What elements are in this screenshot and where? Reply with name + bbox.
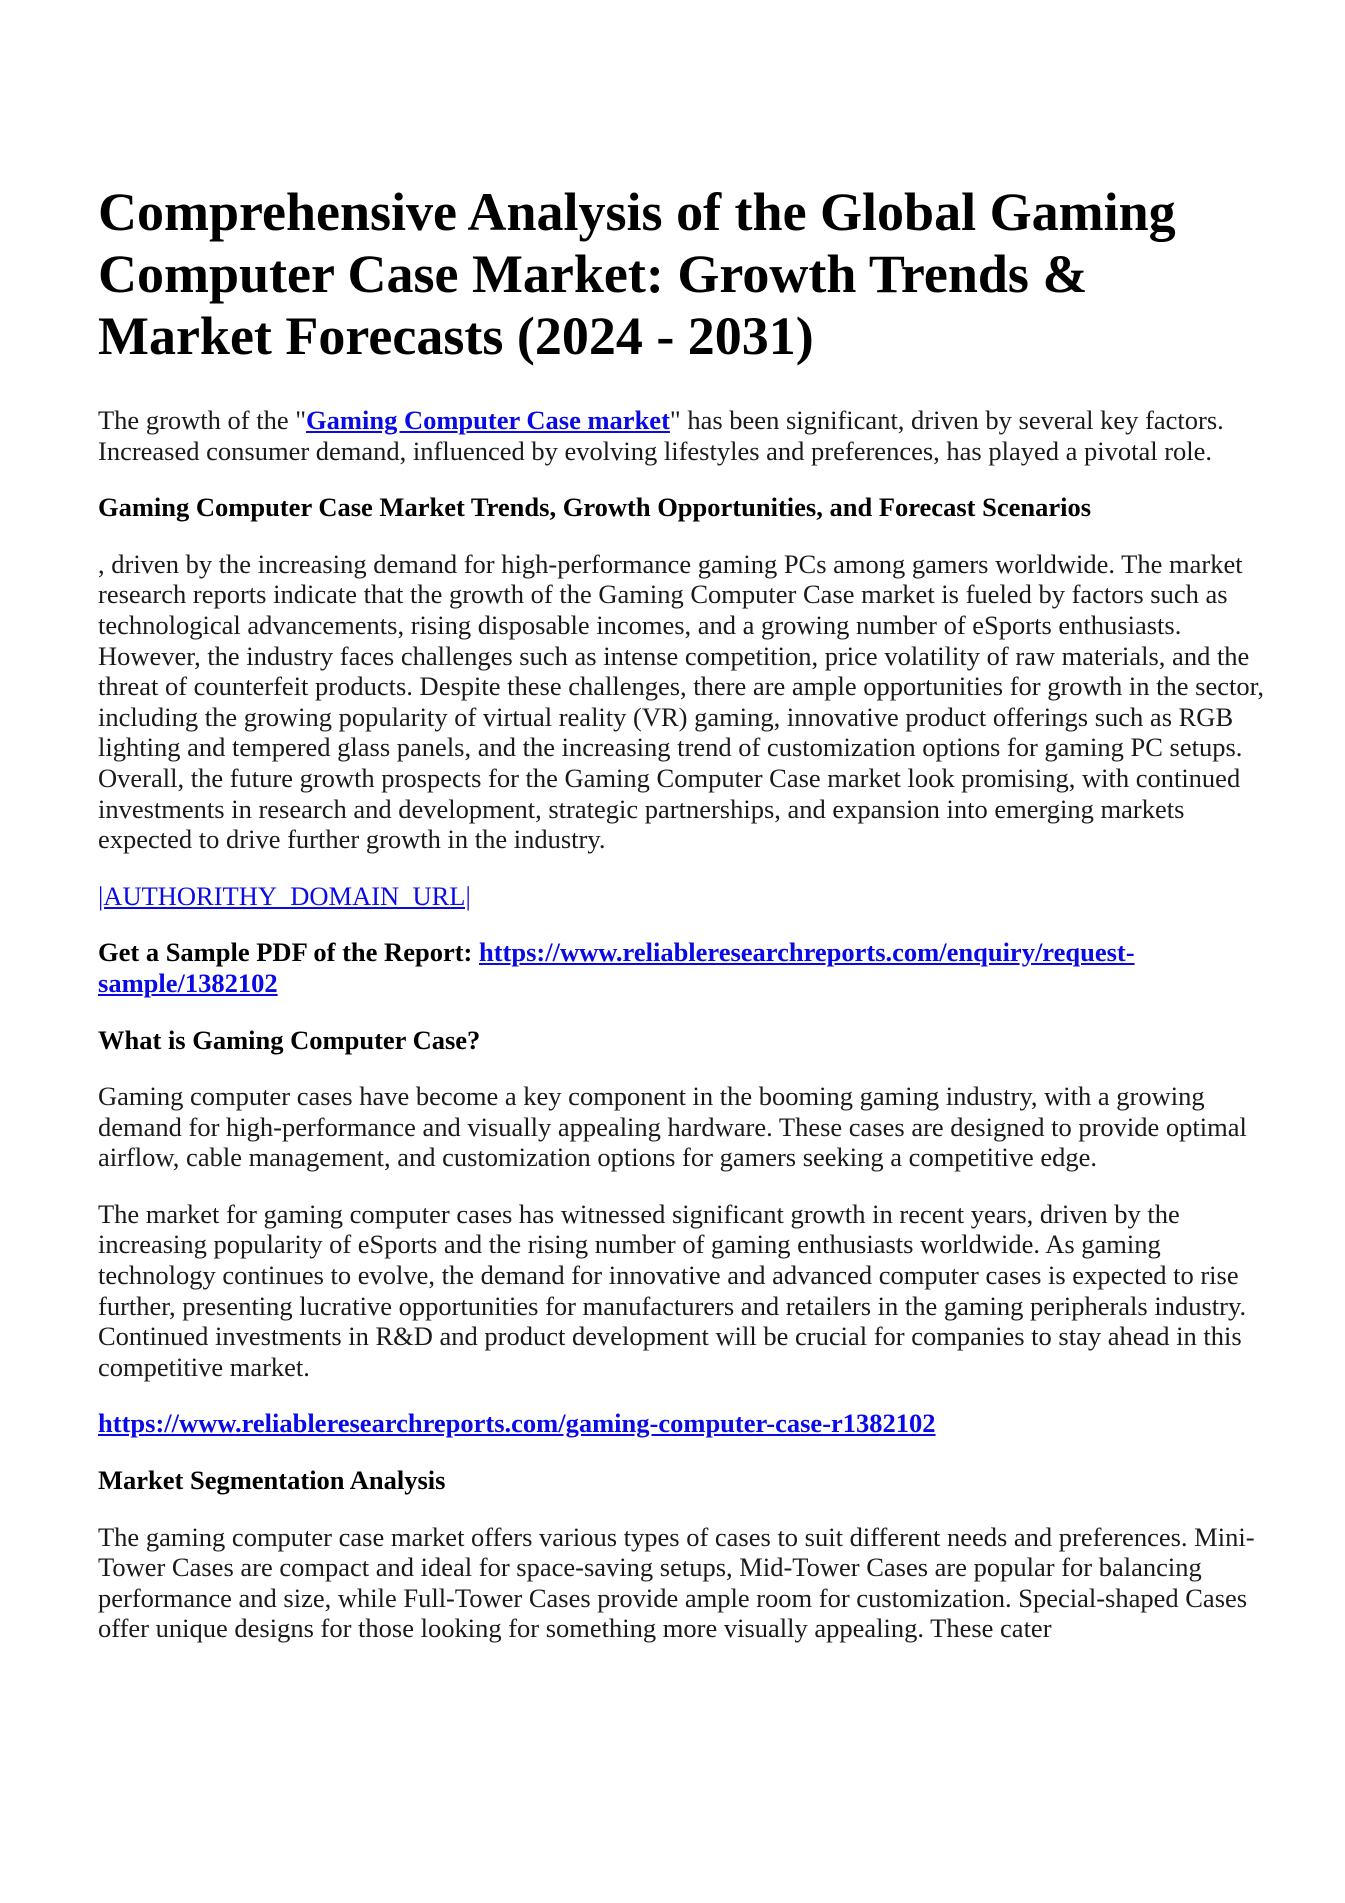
- trends-paragraph: , driven by the increasing demand for high-performance gaming PCs among gamers worldwide. The market research reports indicate that the growth of the Gaming Computer Case market is fueled by factors such as technological advancements, rising disposable incomes, and a growing number of eSports enthusiasts. However, the industry faces challenges such as intense competition, price volatility of raw materials, and the threat of counterfeit products. Despite these challenges, there are ample opportunities for growth in the sector, including the growing popularity of virtual reality (VR) gaming, innovative product offerings such as RGB lighting and tempered glass panels, and the increasing trend of customization options for gaming PC setups. Overall, the future growth prospects for the Gaming Computer Case market look promising, with continued investments in research and development, strategic partnerships, and expansion into emerging markets expected to drive further growth in the industry.: [98, 548, 1264, 855]
- page-title: Comprehensive Analysis of the Global Gaming Computer Case Market: Growth Trends & Market Forecasts (2024 - 2031): [98, 182, 1176, 366]
- intro-text-before: The growth of the ": [98, 405, 307, 435]
- market-link[interactable]: Gaming Computer Case market: [306, 405, 670, 435]
- authority-link-paragraph: [98, 881, 1264, 912]
- report-link[interactable]: https://www.reliableresearchreports.com/gaming-computer-case-r1382102: [98, 1408, 936, 1439]
- sample-pdf-label: Get a Sample PDF of the Report:: [98, 937, 479, 968]
- what-is-paragraph-2: The market for gaming computer cases has witnessed significant growth in recent years, driven by the increasing popularity of eSports and the rising number of gaming enthusiasts worldwide. As gaming technology continues to evolve, the demand for innovative and advanced computer cases is expected to rise further, presenting lucrative opportunities for manufacturers and retailers in the gaming peripherals industry. Continued investments in R&D and product development will be crucial for companies to stay ahead in this competitive market.: [98, 1198, 1247, 1382]
- what-is-paragraph-1: Gaming computer cases have become a key component in the booming gaming industry, with a growing demand for high-performance and visually appealing hardware. These cases are designed to provide optimal airflow, cable management, and customization options for gamers seeking a competitive edge.: [98, 1081, 1247, 1173]
- intro-paragraph: [98, 405, 1264, 466]
- sample-pdf-paragraph: [98, 937, 1264, 998]
- report-link-paragraph: [98, 1408, 1264, 1439]
- intro-text-after: " has been significant, driven by several key factors. Increased consumer demand, influenced by evolving lifestyles and preferences, has played a pivotal role.: [98, 405, 1224, 466]
- document-page: [98, 181, 1264, 1670]
- segmentation-paragraph: The gaming computer case market offers various types of cases to suit different needs and preferences. Mini-Tower Cases are compact and ideal for space-saving setups, Mid-Tower Cases are popular for balancing performance and size, while Full-Tower Cases provide ample room for customization. Special-shaped Cases offer unique designs for those looking for something more visually appealing. These cater: [98, 1521, 1255, 1644]
- sample-pdf-link[interactable]: https://www.reliableresearchreports.com/enquiry/request-sample/1382102: [98, 937, 1135, 998]
- segmentation-heading: Market Segmentation Analysis: [98, 1465, 446, 1496]
- trends-heading: Gaming Computer Case Market Trends, Growth Opportunities, and Forecast Scenarios: [98, 492, 1092, 523]
- authority-domain-link[interactable]: |AUTHORITHY_DOMAIN_URL|: [98, 880, 471, 911]
- what-is-heading: What is Gaming Computer Case?: [98, 1024, 481, 1055]
